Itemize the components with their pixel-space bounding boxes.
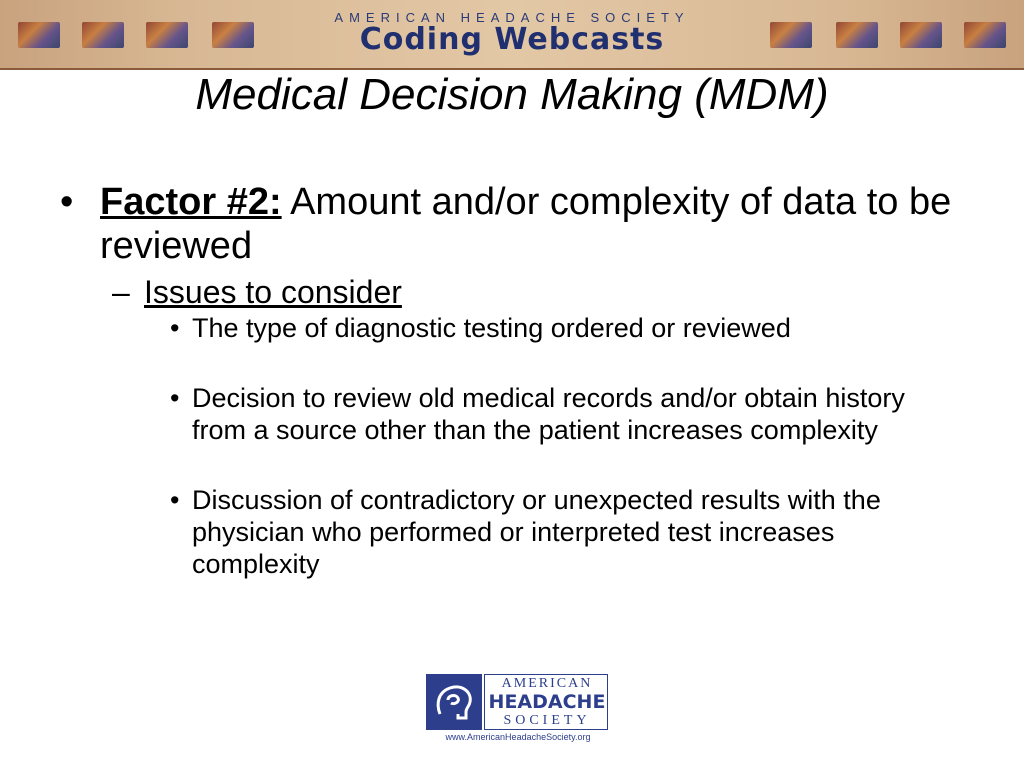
- sub-bullet: [112, 272, 960, 312]
- logo-line-3: SOCIETY: [503, 713, 591, 728]
- point-text: The type of diagnostic testing ordered or reviewed: [192, 313, 791, 343]
- head-profile-icon: [426, 674, 482, 730]
- bullet-list: [60, 180, 960, 580]
- sub-bullet-dash: –: [112, 274, 130, 310]
- slide-title: Medical Decision Making (MDM): [195, 70, 829, 119]
- logo-wordmark: [484, 674, 608, 730]
- factor-text: Amount and/or complexity of data to be reviewed: [100, 181, 952, 267]
- logo-line-1: AMERICAN: [501, 676, 593, 691]
- banner-title: Coding Webcasts: [359, 22, 665, 57]
- banner-org-name: AMERICAN HEADACHE SOCIETY: [334, 10, 690, 25]
- logo-url: www.AmericanHeadacheSociety.org: [445, 732, 591, 742]
- point-item: [170, 484, 960, 580]
- sub-bullet-text: Issues to consider: [144, 274, 402, 310]
- bullet-dot: •: [60, 181, 74, 223]
- point-text: Decision to review old medical records and/or obtain history from a source other than the patient increases complexity: [192, 383, 905, 445]
- ahs-logo: [426, 674, 610, 742]
- point-dot: •: [170, 383, 180, 413]
- point-dot: •: [170, 485, 180, 515]
- point-item: [170, 382, 960, 446]
- point-text: Discussion of contradictory or unexpected results with the physician who performed or interpreted test increases complexity: [192, 485, 881, 579]
- factor-label: Factor #2:: [100, 181, 282, 223]
- logo-line-2: HEADACHE: [488, 691, 606, 713]
- bullet-factor: [60, 180, 960, 268]
- point-item: [170, 312, 960, 344]
- point-dot: •: [170, 313, 180, 343]
- header-banner: [0, 0, 1024, 68]
